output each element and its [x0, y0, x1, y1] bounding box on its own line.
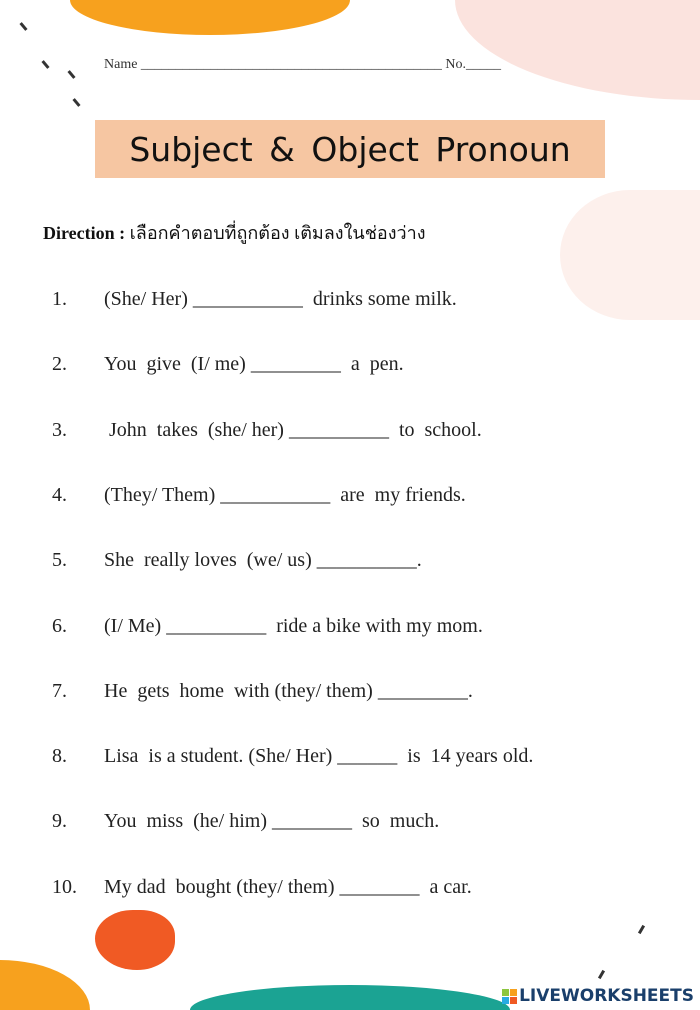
question-number: 8. [52, 745, 67, 768]
question-number: 5. [52, 549, 67, 572]
decorative-pink-blob [455, 0, 700, 100]
question-item [52, 484, 466, 507]
question-number: 4. [52, 483, 67, 506]
question-number: 10. [52, 875, 77, 898]
question-number: 2. [52, 353, 67, 376]
answer-blank[interactable]: ___________ [220, 483, 331, 506]
answer-blank[interactable]: ______ [337, 745, 398, 768]
decorative-red-blob [95, 910, 175, 970]
decorative-pink-blob [560, 190, 700, 320]
question-text-after: . [416, 549, 422, 572]
question-text-after: ride a bike with my mom. [266, 614, 483, 637]
answer-blank[interactable]: __________ [166, 614, 267, 637]
answer-blank[interactable]: _________ [377, 679, 468, 702]
question-number: 1. [52, 288, 67, 310]
page-title: Subject & Object Pronoun [129, 129, 571, 169]
question-text-before: John takes (she/ her) [104, 418, 289, 441]
direction [43, 218, 426, 247]
answer-blank[interactable]: ________ [339, 875, 420, 898]
question-text-before: My dad bought (they/ them) [104, 875, 340, 898]
liveworksheets-logo [502, 986, 694, 1006]
question-text-before: (They/ Them) [104, 483, 221, 506]
question-text-before: She really loves (we/ us) [104, 549, 317, 572]
question-item [52, 288, 457, 311]
decorative-orange-blob [0, 960, 90, 1010]
question-item [52, 745, 533, 768]
question-item [52, 549, 422, 572]
question-text-after: a car. [419, 875, 472, 898]
answer-blank[interactable]: _________ [250, 353, 341, 376]
question-item [52, 419, 482, 442]
question-text-after: so much. [352, 810, 440, 833]
question-text-after: to school. [388, 418, 482, 441]
decorative-dash [41, 60, 49, 69]
answer-blank[interactable]: ________ [272, 810, 352, 833]
question-number: 7. [52, 679, 67, 702]
logo-text: LIVEWORKSHEETS [519, 986, 694, 1006]
question-text-before: (I/ Me) [104, 614, 167, 637]
question-text-before: He gets home with (they/ them) [104, 679, 378, 702]
question-text-after: is 14 years old. [397, 745, 534, 768]
question-number: 3. [52, 418, 67, 441]
question-text-before: You miss (he/ him) [104, 810, 272, 833]
question-number: 9. [52, 810, 67, 833]
name-field-line: Name ___________________________________________ No._____ [104, 57, 502, 72]
question-item [52, 876, 472, 899]
title-banner [95, 120, 605, 178]
decorative-dash [598, 970, 605, 979]
decorative-dash [19, 22, 27, 31]
decorative-teal-blob [190, 985, 510, 1010]
decorative-dash [72, 98, 80, 107]
question-text-after: are my friends. [330, 483, 466, 506]
question-item [52, 353, 404, 376]
question-text-after: drinks some milk. [302, 288, 457, 310]
decorative-dash [67, 70, 75, 79]
answer-blank[interactable]: __________ [316, 549, 417, 572]
question-item [52, 680, 473, 703]
question-text-before: Lisa is a student. (She/ Her) [104, 745, 338, 768]
question-number: 6. [52, 614, 67, 637]
answer-blank[interactable]: __________ [288, 418, 389, 441]
decorative-orange-blob [70, 0, 350, 35]
direction-text: เลือกคำตอบที่ถูกต้อง เติมลงในช่องว่าง [129, 223, 426, 243]
question-text-before: You give (I/ me) [104, 353, 251, 376]
decorative-dash [638, 925, 645, 934]
question-text-after: a pen. [340, 353, 404, 376]
answer-blank[interactable]: ___________ [192, 288, 303, 310]
question-item [52, 810, 439, 833]
question-item [52, 615, 483, 638]
logo-icon [502, 989, 517, 1004]
direction-label: Direction : [43, 223, 126, 243]
question-text-after: . [467, 679, 473, 702]
question-text-before: (She/ Her) [104, 288, 193, 310]
